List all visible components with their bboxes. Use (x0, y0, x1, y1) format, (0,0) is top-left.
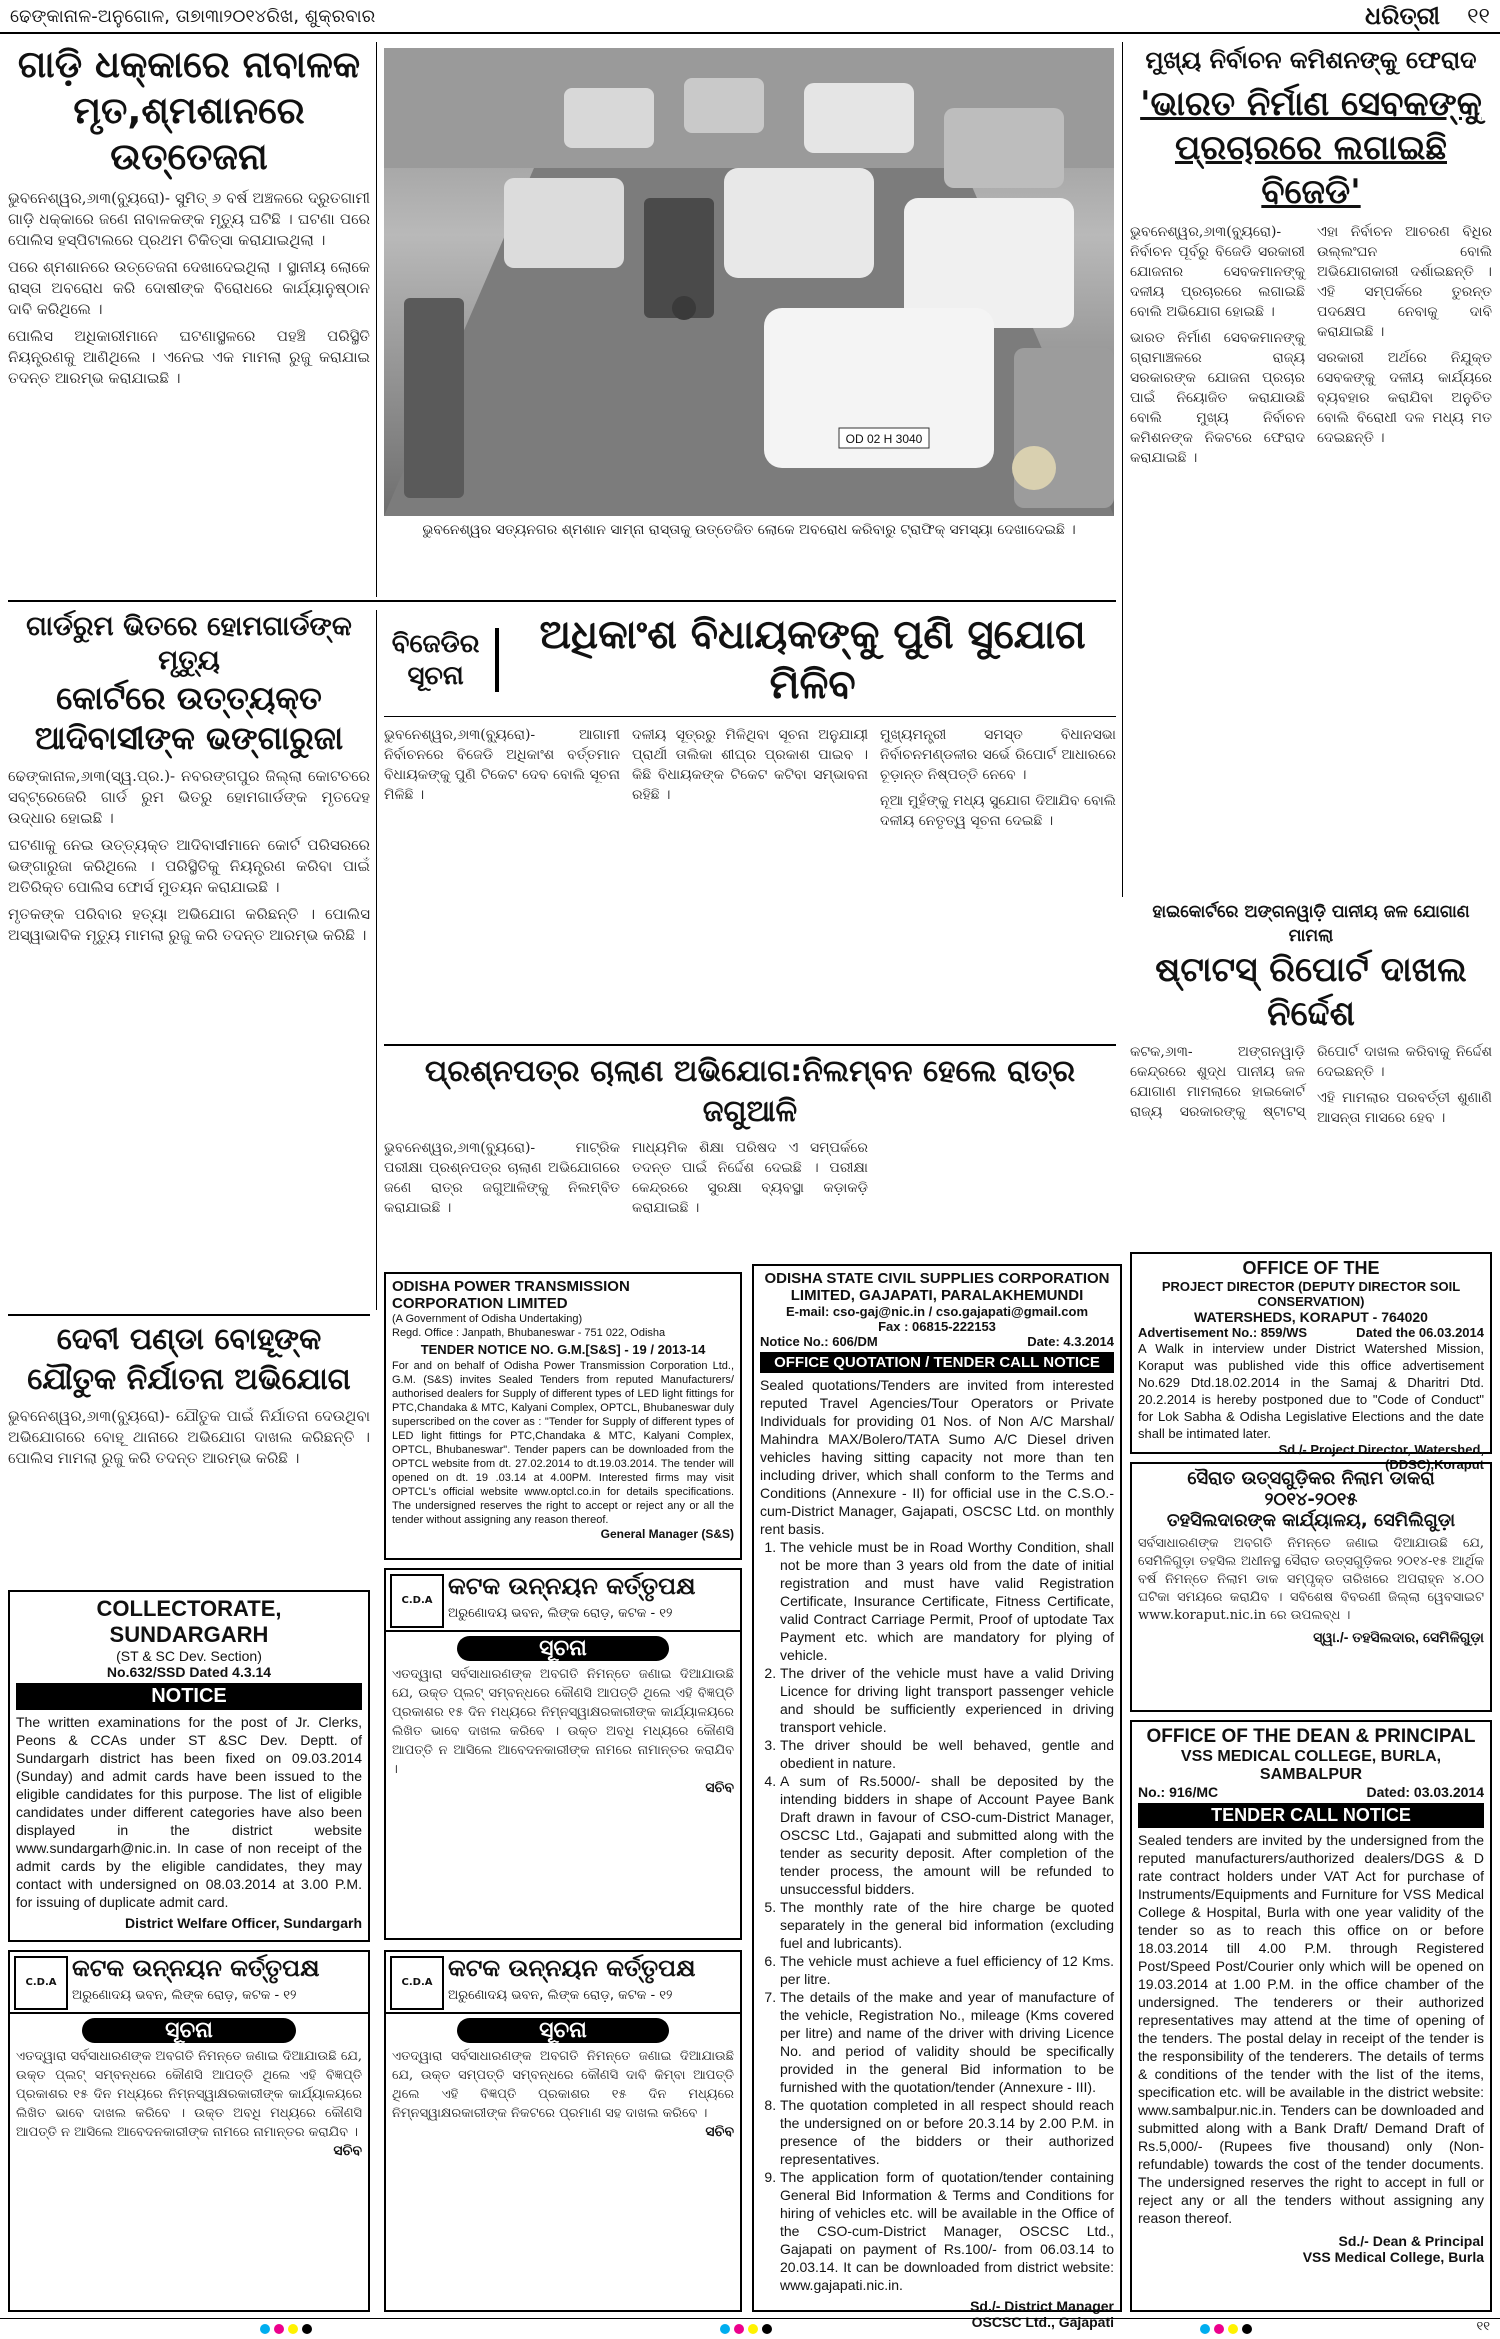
news-photo (384, 48, 1114, 516)
list-item: 2. The driver of the vehicle must have a valid Driving Licence for driving light transport passenger vehicle and should be sufficiently experienced in driving transport vehicle. (780, 1664, 1114, 1736)
section-rule (384, 1044, 1116, 1046)
ad-tahasil (1130, 1462, 1492, 1712)
ad-collectorate-bar: NOTICE (16, 1683, 362, 1710)
ad-vss-no: No.: 916/MC (1138, 1784, 1219, 1800)
ad-tahasil-sign: ସ୍ୱା./- ତହସିଲଦାର, ସେମିଳିଗୁଡ଼ା (1313, 1629, 1484, 1645)
story-highcourt (1130, 900, 1492, 1240)
paragraph: ଭୁବନେଶ୍ୱର,୬ା୩(ବ୍ୟୁରୋ)- ନିର୍ବାଚନ ପୂର୍ବରୁ ବିଜେଡି ସରକାରୀ ଯୋଜନାର ସେବକମାନଙ୍କୁ ଦଳୀୟ ପ୍ରଚାରରେ ଲଗାଇଛି ବୋଲି ଅଭିଯୋଗ ହୋଇଛି । (1130, 224, 1305, 320)
cda-suchana: ସୂଚନା (457, 2018, 669, 2043)
story-highcourt-headline: ଷ୍ଟାଟସ୍ ରିପୋର୍ଟ ଦାଖଲ ନିର୍ଦ୍ଦେଶ (1155, 950, 1467, 1034)
registration-dot (1214, 2324, 1224, 2334)
story-homeguard-body (8, 766, 370, 946)
ad-vss-sign2: VSS Medical College, Burla (1302, 2249, 1484, 2265)
ad-cda-1 (8, 1950, 370, 2312)
ad-vss-date: Dated: 03.03.2014 (1366, 1784, 1484, 1800)
ad-tahasil-title: ସୈରାତ ଉତ୍ସଗୁଡ଼ିକର ନିଲାମ ଡାକରା ୨୦୧୪-୨୦୧୫ (1187, 1468, 1435, 1510)
registration-dot (288, 2324, 298, 2334)
column-rule (376, 610, 377, 1310)
section-rule (8, 1314, 370, 1316)
paragraph: ଭାରତ ନିର୍ମାଣ ସେବକମାନଙ୍କୁ ଗ୍ରାମାଞ୍ଚଳରେ ରାଜ୍ୟ ସରକାରଙ୍କ ଯୋଜନା ପ୍ରଚାର ପାଇଁ ନିୟୋଜିତ କରାଯାଉଛି ବୋଲି ମୁଖ୍ୟ ନିର୍ବାଚନ କମିଶନଙ୍କ ନିକଟରେ ଫେରାଦ କରାଯାଇଛି । (1130, 330, 1305, 466)
cda-name: କଟକ ଉନ୍ନୟନ କର୍ତ୍ତୃପକ୍ଷ (448, 1572, 696, 1600)
ad-optcl-sign: General Manager (S&S) (600, 1527, 734, 1541)
list-item: 5. The monthly rate of the hire charge be quoted separately in the general bid information (excluding fuel and lubricants). (780, 1898, 1114, 1952)
registration-dot (734, 2324, 744, 2334)
column-rule (1122, 42, 1123, 897)
ad-vss-sign1: Sd./- Dean & Principal (1338, 2233, 1484, 2249)
paragraph: ଭୁବନେଶ୍ୱର,୬ା୩(ବ୍ୟୁରୋ)- ସୁମିତ୍ ୬ ବର୍ଷ ଅଞ୍ଚଳରେ ଦ୍ରୁତଗାମୀ ଗାଡ଼ି ଧକ୍କାରେ ଜଣେ ନାବାଳକଙ୍କ ମୃତ୍ୟୁ ଘଟିଛି । ଘଟଣା ପରେ ପୋଲିସ ହସ୍ପିଟାଲରେ ପ୍ରଥମ ଚିକିତ୍ସା କରାଯାଇଥିଲା । (8, 189, 370, 249)
ad-collectorate-text: The written examinations for the post of Jr. Clerks, Peons & CCAs under ST &SC Dev. Deptt. of Sundargarh district has been fixed on 09.03.2014 (Sunday) and admit cards have been issued to the eligible candidates for this purpose. The list of eligible candidates under different categories have also been displayed in the district website www.sundargarh@nic.in. In case of non receipt of the admit cards by the eligible candidates, they may contact with undersigned on 08.03.2014 at 3.00 P.M. for issuing of duplicate admit card. (16, 1714, 362, 1910)
ad-watershed-title3: WATERSHEDS, KORAPUT - 764020 (1194, 1309, 1428, 1325)
paragraph: ପୋଲିସ ଅଧିକାରୀମାନେ ଘଟଣାସ୍ଥଳରେ ପହଞ୍ଚି ପରିସ୍ଥିତି ନିୟନ୍ତ୍ରଣକୁ ଆଣିଥିଲେ । ଏନେଇ ଏକ ମାମଲା ରୁଜୁ କରାଯାଇ ତଦନ୍ତ ଆରମ୍ଭ କରାଯାଇଛି । (8, 327, 370, 387)
story-highcourt-body (1130, 1042, 1492, 1128)
ad-oscsc-date: Date: 4.3.2014 (1027, 1334, 1114, 1349)
story-accident (8, 42, 370, 597)
ad-vss-title1: OFFICE OF THE DEAN & PRINCIPAL (1146, 1726, 1476, 1747)
cda-text: ଏତଦ୍ୱାରା ସର୍ବସାଧାରଣଙ୍କ ଅବଗତି ନିମନ୍ତେ ଜଣାଇ ଦିଆଯାଉଛି ଯେ, ଉକ୍ତ ସମ୍ପତ୍ତି ସମ୍ବନ୍ଧରେ କୌଣସି ଦାବି କିମ୍ବା ଆପତ୍ତି ଥିଲେ ଏହି ବିଜ୍ଞପ୍ତି ପ୍ରକାଶର ୧୫ ଦିନ ମଧ୍ୟରେ ନିମ୍ନସ୍ୱାକ୍ଷରକାରୀଙ୍କ ନିକଟରେ ପ୍ରମାଣ ସହ ଦାଖଲ କରିବେ । (392, 2049, 734, 2121)
ad-cda-3 (384, 1950, 742, 2312)
ad-watershed (1130, 1252, 1492, 1472)
footer-page-number: ୧୧ (1476, 2319, 1490, 2334)
ad-optcl-tender-no: TENDER NOTICE NO. G.M.[S&S] - 19 / 2013-14 (420, 1342, 706, 1357)
story-election-body (1130, 222, 1492, 468)
paragraph: ଏହି ମାମଲାର ପରବର୍ତ୍ତୀ ଶୁଣାଣି ଆସନ୍ତା ମାସରେ ହେବ । (1317, 1090, 1492, 1126)
story-bjd-head (384, 610, 1116, 717)
story-dowry (8, 1320, 370, 1582)
paragraph: ଢେଙ୍କାନାଳ,୬ା୩(ସ୍ୱ.ପ୍ର.)- ନବରଙ୍ଗପୁର ଜିଲ୍ଲା କୋଟଚରେ ସବ୍‌ଟ୍ରେଜେରି ଗାର୍ଡ ରୁମ ଭିତରୁ ହୋମଗାର୍ଡଙ୍କ ମୃତଦେହ ଉଦ୍ଧାର ହୋଇଛି । (8, 767, 370, 827)
ad-watershed-text: A Walk in interview under District Watershed Mission, Koraput was published vide this office advertisement No.629 Dtd.18.02.2014 in the Samaj & Dharitri Dtd. 20.2.2014 is hereby postponed due to "Code of Conduct" for Lok Sabha & Odisha Legislative Elections and the date shall be intimated later. (1138, 1341, 1484, 1441)
paragraph: ଭୁବନେଶ୍ୱର,୬ା୩(ବ୍ୟୁରୋ)- ଯୌତୁକ ପାଇଁ ନିର୍ଯାତନା ଦେଉଥିବା ଅଭିଯୋଗରେ ବୋହୂ ଥାନାରେ ଅଭିଯୋଗ ଦାଖଲ କରିଛନ୍ତି । ପୋଲିସ ମାମଲା ରୁଜୁ କରି ତଦନ୍ତ ଆରମ୍ଭ କରିଛି । (8, 1407, 370, 1467)
ad-oscsc-intro: Sealed quotations/Tenders are invited from interested reputed Travel Agencies/Tour Operators or Private Individuals for providing 01 Nos. of Non A/C Marshal/ Mahindra MAX/Bolero/TATA Sumo A/C Diesel driven vehicles having sitting capacity not more than ten including driver, which shall conform to the Terms and Conditions (Annexure - II) for official use in the C.S.O.-cum-District Manager, Gajapati, OSCSC Ltd. on monthly rent basis. (760, 1377, 1114, 1537)
story-homeguard-subhead: ଗାର୍ଡରୁମ ଭିତରେ ହୋମଗାର୍ଡଙ୍କ ମୃତ୍ୟୁ (26, 611, 352, 676)
cda-sign: ସଚିବ (705, 1779, 734, 1795)
paragraph: ଏହା ନିର୍ବାଚନ ଆଚରଣ ବିଧିର ଉଲ୍ଲଂଘନ ବୋଲି ଅଭିଯୋଗକାରୀ ଦର୍ଶାଇଛନ୍ତି । ଏହି ସମ୍ପର୍କରେ ତୁରନ୍ତ ପଦକ୍ଷେପ ନେବାକୁ ଦାବି କରାଯାଇଛି । (1317, 224, 1492, 340)
ad-collectorate-sub: (ST & SC Dev. Section) (116, 1648, 262, 1664)
story-bjd-headline: ଅଧିକାଂଶ ବିଧାୟକଙ୍କୁ ପୁଣି ସୁଯୋଗ ମିଳିବ (539, 612, 1086, 708)
ad-cda-2 (384, 1568, 742, 1940)
ad-oscsc-bar: OFFICE QUOTATION / TENDER CALL NOTICE (760, 1352, 1114, 1373)
ad-oscsc-terms (760, 1538, 1114, 2294)
list-item: 4. A sum of Rs.5000/- shall be deposited by the intending bidders in shape of Account Payee Bank Draft drawn in favour of CSO-cum-District Manager, OSCSC Ltd., Gajapati and submitted along with the tender as security deposit. After completion of the tender process, the amount will be refunded to unsuccessful bidders. (780, 1772, 1114, 1898)
ad-watershed-date: Dated the 06.03.2014 (1356, 1325, 1484, 1340)
list-item: 7. The details of the make and year of manufacture of the vehicle, Registration No., mileage (Kms covered per litre) and name of the driver with driving Licence No. and period of validity should be specifically provided in the general Bid information to be furnished with the quotation/tender (Annexure - III). (780, 1988, 1114, 2096)
ad-vss-bar: TENDER CALL NOTICE (1138, 1803, 1484, 1828)
story-homeguard (8, 610, 370, 1310)
story-bjd-kicker: ବିଜେଡିର ସୂଚନା (384, 628, 499, 692)
column-rule (376, 42, 377, 597)
paragraph: ମାଧ୍ୟମିକ ଶିକ୍ଷା ପରିଷଦ ଏ ସମ୍ପର୍କରେ ତଦନ୍ତ ପାଇଁ ନିର୍ଦ୍ଦେଶ ଦେଇଛି । ପରୀକ୍ଷା କେନ୍ଦ୍ରରେ ସୁରକ୍ଷା ବ୍ୟବସ୍ଥା କଡ଼ାକଡ଼ି କରାଯାଇଛି । (632, 1140, 868, 1216)
story-question-paper (384, 1052, 1116, 1264)
ad-optcl (384, 1272, 742, 1560)
ad-oscsc-email: E-mail: cso-gaj@nic.in / cso.gajapati@gmail.com (785, 1304, 1089, 1319)
cda-sign: ସଚିବ (333, 2142, 362, 2158)
story-election-complaint (1130, 44, 1492, 884)
page-number: ୧୧ (1467, 4, 1490, 29)
registration-dot (762, 2324, 772, 2334)
photo-caption: ଭୁବନେଶ୍ୱର ସତ୍ୟନଗର ଶ୍ମଶାନ ସାମ୍ନା ରାସ୍ତାକୁ ଉତ୍ତେଜିତ ଲୋକେ ଅବରୋଧ କରିବାରୁ ଟ୍ରାଫିକ୍ ସମସ୍ୟା ଦେଖାଦେଇଛି । (422, 522, 1076, 538)
cda-logo: C.D.A (390, 1956, 444, 2010)
registration-dot (302, 2324, 312, 2334)
ad-vss-title2: VSS MEDICAL COLLEGE, BURLA, SAMBALPUR (1180, 1748, 1442, 1783)
ad-watershed-sign1: Sd./- Project Director, Watershed, (1278, 1442, 1484, 1457)
ad-vss-medical (1130, 1720, 1492, 2312)
page-footer (0, 2318, 1500, 2339)
ad-tahasil-text: ସର୍ବସାଧାରଣଙ୍କ ଅବଗତି ନିମନ୍ତେ ଜଣାଇ ଦିଆଯାଉଛି ଯେ, ସେମିଳିଗୁଡ଼ା ତହସିଲ ଅଧୀନସ୍ଥ ସୈରାତ ଉତ୍ସଗୁଡ଼ିକର ୨୦୧୪-୧୫ ଆର୍ଥିକ ବର୍ଷ ନିମନ୍ତେ ନିଲାମ ଡାକ ସମ୍ପୃକ୍ତ ତାରିଖରେ ଅପରାହ୍ନ ୪.୦୦ ଘଟିକା ସମୟରେ କରାଯିବ । ସବିଶେଷ ବିବରଣୀ ଜିଲ୍ଲା ୱେବସାଇଟ www.koraput.nic.in ରେ ଉପଲବ୍ଧ । (1138, 1536, 1484, 1623)
ad-watershed-adv-no: Advertisement No.: 859/WS (1138, 1325, 1308, 1340)
paragraph: ଭୁବନେଶ୍ୱର,୬ା୩(ବ୍ୟୁରୋ)- ଆଗାମୀ ନିର୍ବାଚନରେ ବିଜେଡି ଅଧିକାଂଶ ବର୍ତ୍ତମାନ ବିଧାୟକଙ୍କୁ ପୁଣି ଟିକେଟ ଦେବ ବୋଲି ସୂଚନା ମିଳିଛି । (384, 727, 620, 803)
story-homeguard-headline: କୋର୍ଟରେ ଉତ୍ତ୍ୟକ୍ତ ଆଦିବାସୀଙ୍କ ଭଙ୍ଗାରୁଜା (34, 679, 344, 757)
paragraph: ମୃତକଙ୍କ ପରିବାର ହତ୍ୟା ଅଭିଯୋଗ କରିଛନ୍ତି । ପୋଲିସ ଅସ୍ୱାଭାବିକ ମୃତ୍ୟୁ ମାମଲା ରୁଜୁ କରି ତଦନ୍ତ ଆରମ୍ଭ କରିଛି । (8, 905, 370, 944)
cda-logo: C.D.A (14, 1956, 68, 2010)
ad-collectorate-title: COLLECTORATE, SUNDARGARH (96, 1596, 282, 1647)
cda-suchana: ସୂଚନା (82, 2018, 297, 2043)
story-accident-headline: ଗାଡ଼ି ଧକ୍କାରେ ନାବାଳକ ମୃତ,ଶ୍ମଶାନରେ ଉତ୍ତେଜନା (17, 43, 361, 178)
ad-oscsc (752, 1264, 1122, 2330)
cda-address: ଅରୁଣୋଦୟ ଭବନ, ଲିଙ୍କ ରୋଡ଼, କଟକ - ୧୨ (72, 1988, 297, 2003)
section-rule (8, 600, 1116, 602)
story-election-headline: 'ଭାରତ ନିର୍ମାଣ ସେବକଙ୍କୁ ପ୍ରଚାରରେ ଲଗାଇଛି ବିଜେଡି' (1140, 84, 1482, 212)
registration-dot (274, 2324, 284, 2334)
cda-text: ଏତଦ୍ୱାରା ସର୍ବସାଧାରଣଙ୍କ ଅବଗତି ନିମନ୍ତେ ଜଣାଇ ଦିଆଯାଉଛି ଯେ, ଉକ୍ତ ପ୍ଲଟ୍ ସମ୍ବନ୍ଧରେ କୌଣସି ଆପତ୍ତି ଥିଲେ ଏହି ବିଜ୍ଞପ୍ତି ପ୍ରକାଶର ୧୫ ଦିନ ମଧ୍ୟରେ ନିମ୍ନସ୍ୱାକ୍ଷରକାରୀଙ୍କ କାର୍ଯ୍ୟାଳୟରେ ଲିଖିତ ଭାବେ ଦାଖଲ କରିବେ । ଉକ୍ତ ଅବଧି ମଧ୍ୟରେ କୌଣସି ଆପତ୍ତି ନ ଆସିଲେ ଆବେଦନକାରୀଙ୍କ ନାମରେ ନାମାନ୍ତର କରାଯିବ । (392, 1667, 734, 1777)
cda-address: ଅରୁଣୋଦୟ ଭବନ, ଲିଙ୍କ ରୋଡ଼, କଟକ - ୧୨ (448, 1988, 673, 2003)
ad-watershed-sign2: (DDSC),Koraput (1385, 1457, 1484, 1472)
cda-logo: C.D.A (390, 1574, 444, 1628)
registration-dot (1228, 2324, 1238, 2334)
ad-oscsc-title: ODISHA STATE CIVIL SUPPLIES CORPORATION LIMITED, GAJAPATI, PARALAKHEMUNDI (764, 1270, 1110, 1304)
ad-oscsc-sign1: Sd./- District Manager (970, 2298, 1114, 2314)
ad-vss-text: Sealed tenders are invited by the undersigned from the reputed manufacturers/authorized dealers/DGS & D rate contract holders under VAT Act for purchase of Instruments/Equipments and Furniture for VSS Medical College & Hospital, Burla with one year validity of the tender so as to reach this office on or before 18.03.2014 till 4.00 P.M. through Registered Post/Speed Post/Courier only which will be opened on 19.03.2014 at 1.00 P.M. in the office chamber of the undersigned. The tenderers or their authorized representatives may attend at the time of opening of the tenders. The postal delay in receipt of the tender is the responsibility of the tenderers. The details of terms & conditions of the tender with the list of the items, specification etc. will be available in the district website: www.sambalpur.nic.in. Tenders can be downloaded and submitted along with a Bank Draft/ Demand Draft of Rs.5,000/- (Rupees five thousand) only (Non-refundable) towards the cost of the tender documents. The undersigned reserves the right to accept in full or reject any or all the tenders without assigning any reason thereof. (1138, 1832, 1484, 2226)
paragraph: ସରକାରୀ ଅର୍ଥରେ ନିଯୁକ୍ତ ସେବକଙ୍କୁ ଦଳୀୟ କାର୍ଯ୍ୟରେ ବ୍ୟବହାର କରାଯିବା ଅନୁଚିତ ବୋଲି ବିରୋଧୀ ଦଳ ମଧ୍ୟ ମତ ଦେଇଛନ୍ତି । (1317, 350, 1492, 446)
dateline: ଢେଙ୍କାନାଳ-ଅନୁଗୋଳ, ତା୭ା୩ା୨୦୧୪ରିଖ, ଶୁକ୍ରବାର (10, 6, 376, 27)
ad-collectorate-sign: District Welfare Officer, Sundargarh (124, 1915, 362, 1931)
story-bjd-body (384, 725, 1116, 831)
ad-optcl-address: Regd. Office : Janpath, Bhubaneswar - 751 022, Odisha (392, 1327, 666, 1339)
ad-watershed-title2: PROJECT DIRECTOR (DEPUTY DIRECTOR SOIL CONSERVATION) (1161, 1279, 1461, 1309)
list-item: 1. The vehicle must be in Road Worthy Condition, shall not be more than 3 years old from the date of initial registration and must have valid Registration Certificate, Insurance Certificate, Fitness Certificate, valid Contract Carriage Permit, Proof of uptodate Tax Payment etc. which are mandatory for plying of vehicle. (780, 1538, 1114, 1664)
registration-dot (260, 2324, 270, 2334)
paragraph: ପରେ ଶ୍ମଶାନରେ ଉତ୍ତେଜନା ଦେଖାଦେଇଥିଲା । ସ୍ଥାନୀୟ ଲୋକେ ରାସ୍ତା ଅବରୋଧ କରି ଦୋଷୀଙ୍କ ବିରୋଧରେ କାର୍ଯ୍ୟାନୁଷ୍ଠାନ ଦାବି କରିଥିଲେ । (8, 258, 370, 318)
registration-dot (720, 2324, 730, 2334)
list-item: 3. The driver should be well behaved, gentle and obedient in nature. (780, 1736, 1114, 1772)
paragraph: ନୂଆ ମୁହଁଙ୍କୁ ମଧ୍ୟ ସୁଯୋଗ ଦିଆଯିବ ବୋଲି ଦଳୀୟ ନେତୃତ୍ୱ ସୂଚନା ଦେଇଛି । (880, 793, 1116, 829)
ad-oscsc-fax: Fax : 06815-222153 (878, 1319, 996, 1334)
ad-optcl-text: For and on behalf of Odisha Power Transmission Corporation Ltd., G.M. (S&S) invites Sealed Tenders from reputed Manufacturers/ authorised dealers for Supply of different types of LED light fittings for PTC,Chandaka & MTC, Kalyani Complex, OPTCL, Bhubaneswar duly superscribed on the cover as : "Tender for Supply of different types of LED light fittings for PTC,Chandaka & MTC, Kalyani Complex, OPTCL, Bhubaneswar". Tender papers can be downloaded from the OPTCL website from dt. 27.02.2014 to dt.19.03.2014. The tender will opened on dt. 19 .03.14 at 4.00PM. Interested firms may visit OPTCL's official website www.optcl.co.in for details specifications. The undersigned reserves the right to accept or reject any or all the tender without assigning any reason thereof. (392, 1360, 734, 1526)
list-item: 6. The vehicle must achieve a fuel efficiency of 12 Kms. per litre. (780, 1952, 1114, 1988)
ad-optcl-title: ODISHA POWER TRANSMISSION CORPORATION LIMITED (392, 1278, 630, 1312)
paragraph: ଘଟଣାକୁ ନେଇ ଉତ୍ତ୍ୟକ୍ତ ଆଦିବାସୀମାନେ କୋର୍ଟ ପରିସରରେ ଭଙ୍ଗାରୁଜା କରିଥିଲେ । ପରିସ୍ଥିତିକୁ ନିୟନ୍ତ୍ରଣ କରିବା ପାଇଁ ଅତିରିକ୍ତ ପୋଲିସ ଫୋର୍ସ ମୁତୟନ କରାଯାଇଛି । (8, 836, 370, 896)
story-question-headline: ପ୍ରଶ୍ନପତ୍ର ଚାଲାଣ ଅଭିଯୋଗ:ନିଲମ୍ବନ ହେଲେ ରାତ୍ର ଜଗୁଆଳି (424, 1054, 1076, 1129)
ad-oscsc-sign2: OSCSC Ltd., Gajapati (971, 2314, 1114, 2330)
story-bjd-mla (384, 610, 1116, 1040)
paragraph: ମୁଖ୍ୟମନ୍ତ୍ରୀ ସମସ୍ତ ବିଧାନସଭା ନିର୍ବାଚନମଣ୍ଡଳୀର ସର୍ଭେ ରିପୋର୍ଟ ଆଧାରରେ ଚୂଡ଼ାନ୍ତ ନିଷ୍ପତ୍ତି ନେବେ । (880, 727, 1116, 783)
ad-collectorate-ref: No.632/SSD Dated 4.3.14 (106, 1664, 272, 1680)
cda-name: କଟକ ଉନ୍ନୟନ କର୍ତ୍ତୃପକ୍ଷ (72, 1954, 320, 1982)
paragraph: ଭୁବନେଶ୍ୱର,୬ା୩(ବ୍ୟୁରୋ)- ମାଟ୍ରିକ ପରୀକ୍ଷା ପ୍ରଶ୍ନପତ୍ର ଚାଲାଣ ଅଭିଯୋଗରେ ଜଣେ ରାତ୍ର ଜଗୁଆଳିଙ୍କୁ ନିଲମ୍ବିତ କରାଯାଇଛି । (384, 1140, 620, 1216)
ad-watershed-title1: OFFICE OF THE (1242, 1258, 1380, 1278)
story-accident-body (8, 188, 370, 389)
list-item: 9. The application form of quotation/tender containing General Bid Information & Terms and Conditions for hiring of vehicles etc. will be available in the Office of the CSO-cum-District Manager, OSCSC Ltd., Gajapati on payment of Rs.100/- from 06.03.14 to 20.03.14. It can be downloaded from district website: www.gajapati.nic.in. (780, 2168, 1114, 2294)
newspaper-brand: ଧରିତ୍ରୀ (1365, 2, 1440, 30)
registration-dot (748, 2324, 758, 2334)
story-election-kicker: ମୁଖ୍ୟ ନିର୍ବାଚନ କମିଶନଙ୍କୁ ଫେରାଦ (1145, 46, 1477, 74)
registration-dot (1200, 2324, 1210, 2334)
paragraph: ଦଳୀୟ ସୂତ୍ରରୁ ମିଳିଥିବା ସୂଚନା ଅନୁଯାୟୀ ପ୍ରାର୍ଥୀ ତାଲିକା ଶୀଘ୍ର ପ୍ରକାଶ ପାଇବ । କିଛି ବିଧାୟକଙ୍କ ଟିକେଟ କଟିବା ସମ୍ଭାବନା ରହିଛି । (632, 727, 868, 803)
cda-sign: ସଚିବ (705, 2123, 734, 2139)
story-dowry-headline: ଦେବୀ ପଣ୍ଡା ବୋହୂଙ୍କ ଯୌତୁକ ନିର୍ଯାତନା ଅଭିଯୋଗ (27, 1322, 351, 1397)
ad-oscsc-notice-no: Notice No.: 606/DM (760, 1334, 878, 1349)
paragraph: କଟକ,୬ା୩- ଅଙ୍ଗନୱାଡ଼ି କେନ୍ଦ୍ରରେ ଶୁଦ୍ଧ ପାନୀୟ ଜଳ ଯୋଗାଣ ମାମଲାରେ ହାଇକୋର୍ଟ ରାଜ୍ୟ ସରକାରଙ୍କୁ ଷ୍ଟାଟସ୍ ରିପୋର୍ଟ ଦାଖଲ କରିବାକୁ ନିର୍ଦ୍ଦେଶ ଦେଇଛନ୍ତି । (1130, 1044, 1492, 1120)
cda-suchana: ସୂଚନା (457, 1636, 669, 1661)
story-highcourt-kicker: ହାଇକୋର୍ଟରେ ଅଙ୍ଗନୱାଡ଼ି ପାନୀୟ ଜଳ ଯୋଗାଣ ମାମଲା (1152, 902, 1470, 946)
masthead (0, 0, 1500, 34)
traffic-photo-illustration (384, 48, 1114, 516)
cda-name: କଟକ ଉନ୍ନୟନ କର୍ତ୍ତୃପକ୍ଷ (448, 1954, 696, 1982)
list-item: 8. The quotation completed in all respect should reach the undersigned on or before 20.3.14 by 2.00 P.M. in presence of the bidders or their authorized representatives. (780, 2096, 1114, 2168)
ad-tahasil-office: ତହସିଲଦାରଙ୍କ କାର୍ଯ୍ୟାଳୟ, ସେମିଲିଗୁଡ଼ା (1166, 1510, 1456, 1531)
cda-address: ଅରୁଣୋଦୟ ଭବନ, ଲିଙ୍କ ରୋଡ଼, କଟକ - ୧୨ (448, 1606, 673, 1621)
ad-optcl-sub: (A Government of Odisha Undertaking) (392, 1313, 583, 1325)
ad-collectorate (8, 1590, 370, 1942)
license-plate: OD 02 H 3040 (845, 432, 923, 446)
registration-dot (1242, 2324, 1252, 2334)
story-dowry-body (8, 1406, 370, 1469)
story-question-body (384, 1138, 1116, 1218)
cda-text: ଏତଦ୍ୱାରା ସର୍ବସାଧାରଣଙ୍କ ଅବଗତି ନିମନ୍ତେ ଜଣାଇ ଦିଆଯାଉଛି ଯେ, ଉକ୍ତ ପ୍ଲଟ୍ ସମ୍ବନ୍ଧରେ କୌଣସି ଆପତ୍ତି ଥିଲେ ଏହି ବିଜ୍ଞପ୍ତି ପ୍ରକାଶର ୧୫ ଦିନ ମଧ୍ୟରେ ନିମ୍ନସ୍ୱାକ୍ଷରକାରୀଙ୍କ କାର୍ଯ୍ୟାଳୟରେ ଲିଖିତ ଭାବେ ଦାଖଲ କରିବେ । ଉକ୍ତ ଅବଧି ମଧ୍ୟରେ କୌଣସି ଆପତ୍ତି ନ ଆସିଲେ ଆବେଦନକାରୀଙ୍କ ନାମରେ ନାମାନ୍ତର କରାଯିବ । (16, 2049, 362, 2140)
